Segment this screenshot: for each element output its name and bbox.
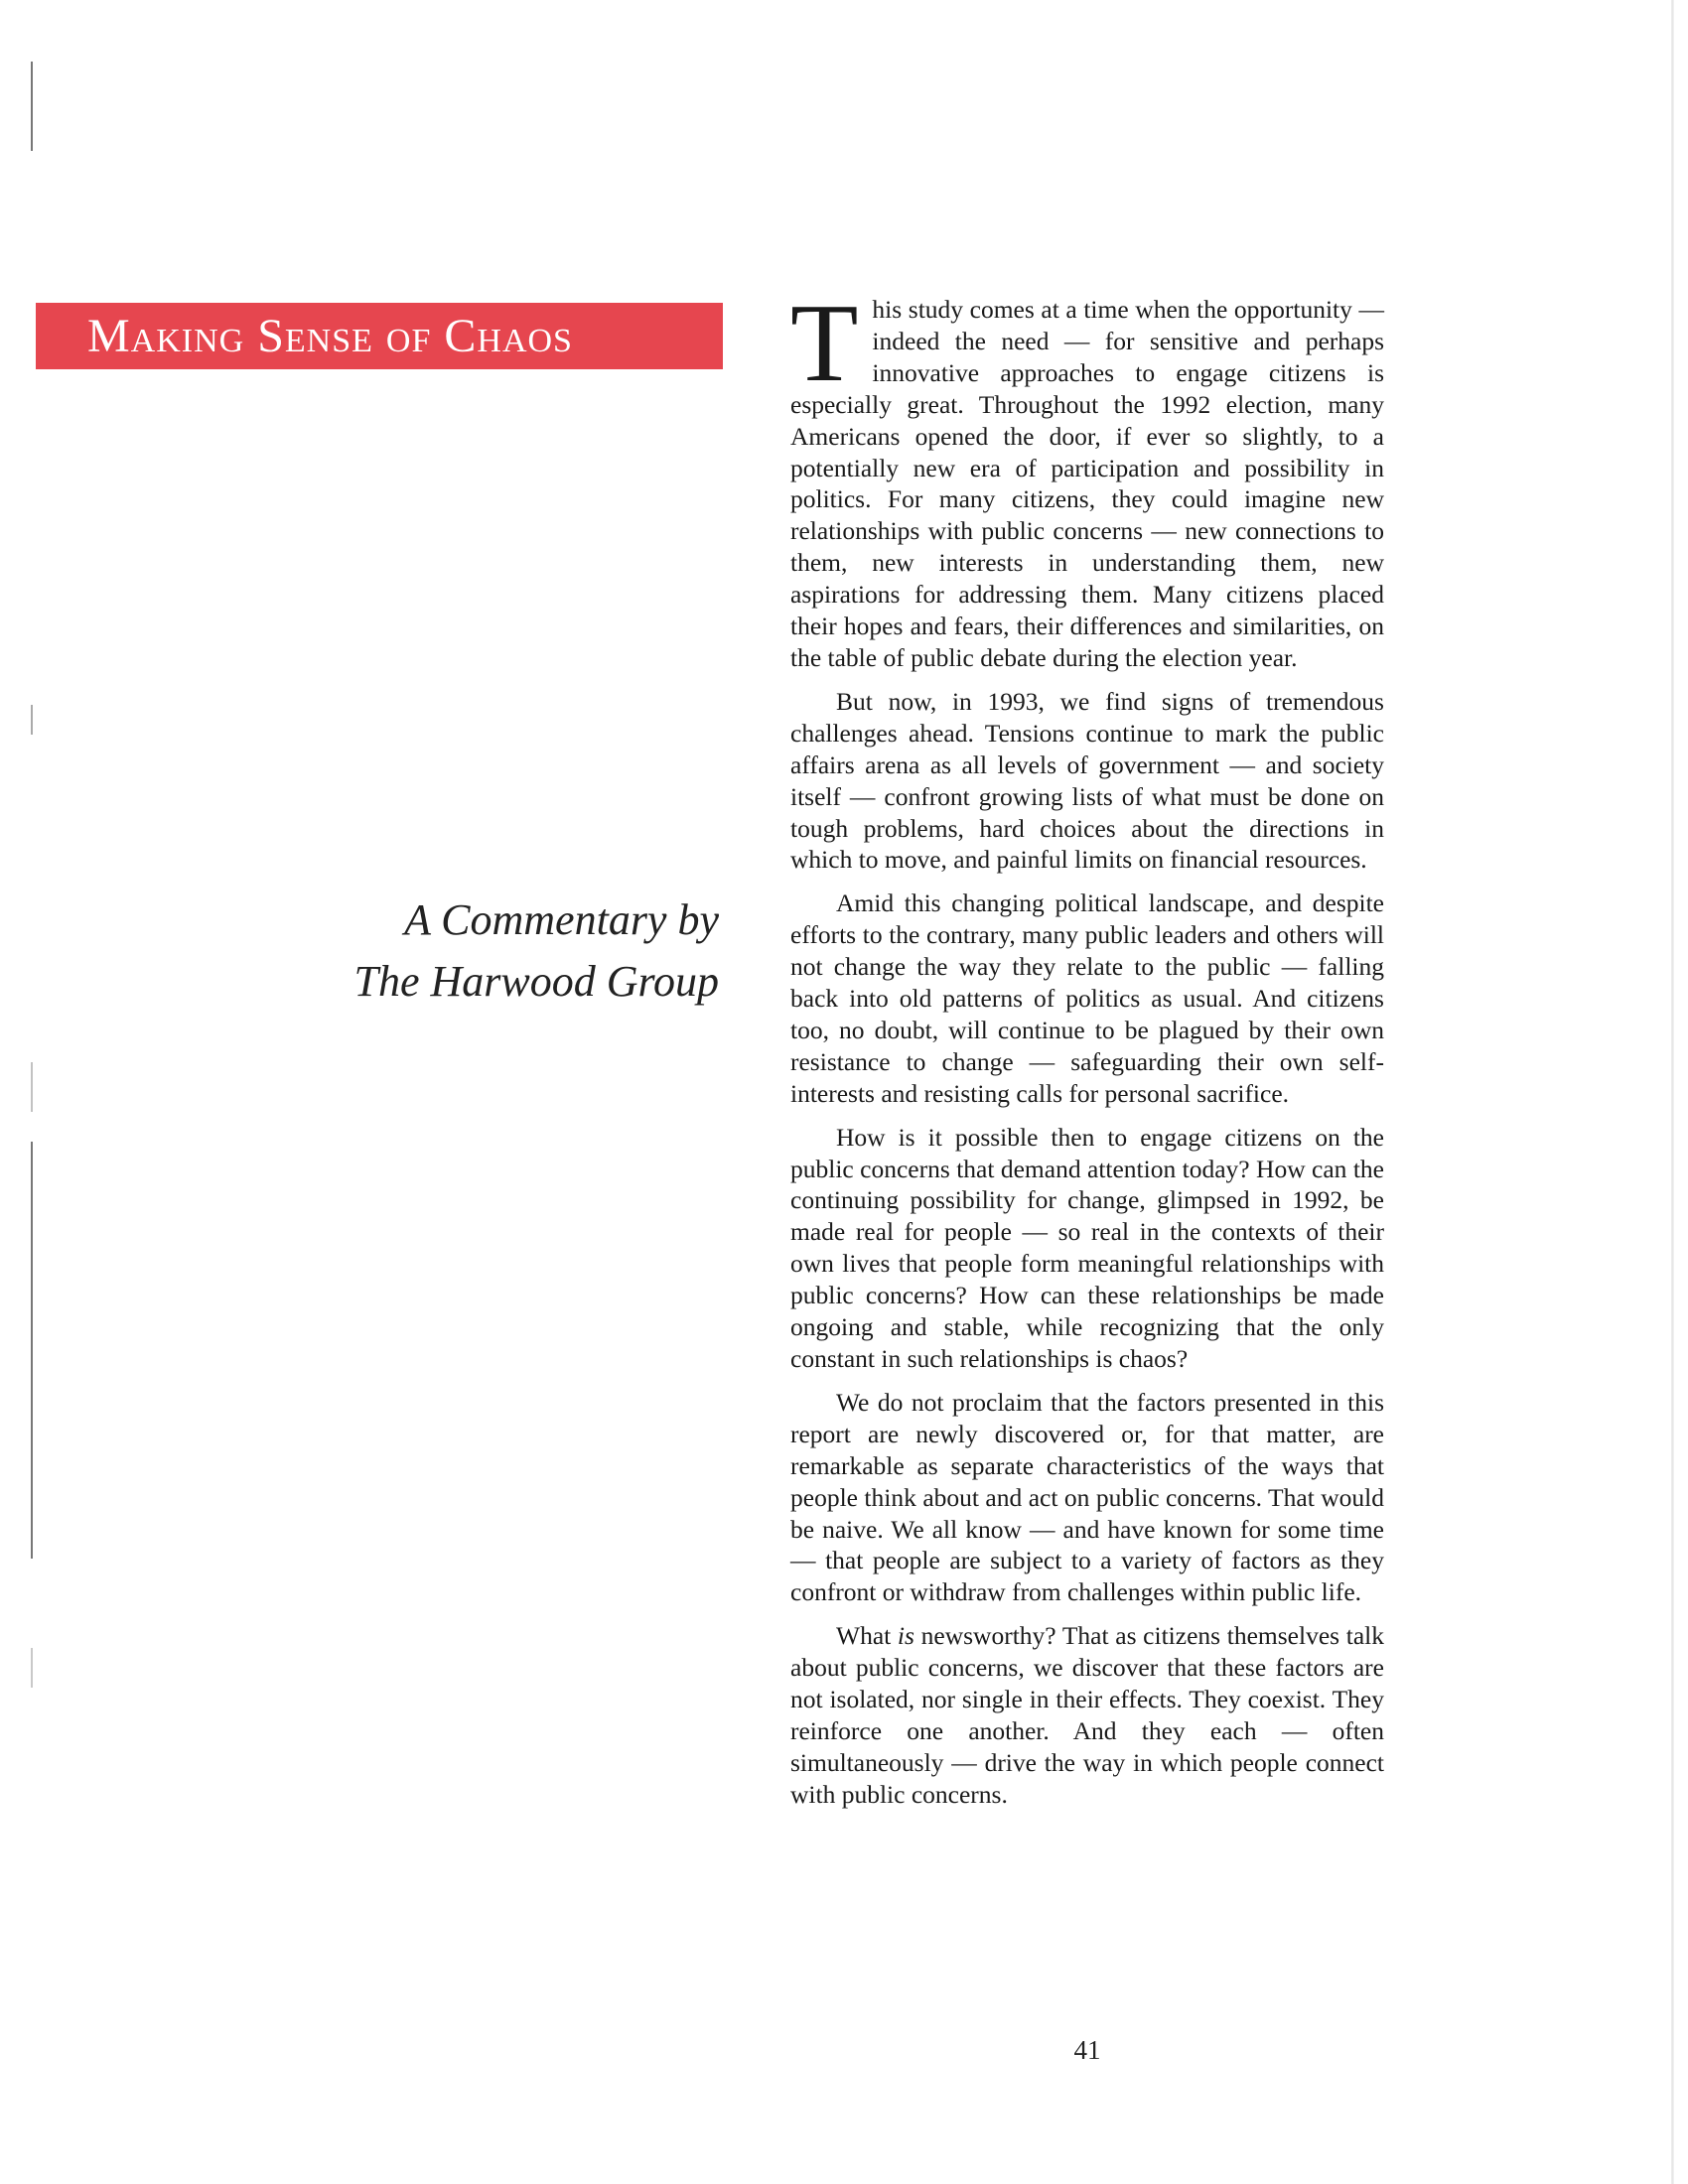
page-number: 41 [1073, 2035, 1101, 2065]
scan-mark [31, 1648, 33, 1688]
scan-mark [31, 1062, 33, 1112]
title-banner [36, 303, 723, 369]
paragraph-5: We do not proclaim that the factors presented in this report are newly discovered or, for that matter, are remarkable as separate characteristics of the ways that people think about and act on public concerns. That would be naive. We all know — and have known for some time — that people are subject to a variety of factors as they confront or withdraw from challenges within public life. [790, 1387, 1384, 1607]
byline [203, 889, 719, 1013]
article-body [790, 282, 1384, 1823]
scan-mark [31, 62, 33, 151]
paragraph-1-text: his study comes at a time when the opportunity — indeed the need — for sensitive and perhaps innovative approaches to engage citizens is especially great. Throughout the 1992 election, many Americans opened the door, if ever so slightly, to a potentially new era of participation and possibility in politics. For many citizens, they could imagine new relationships with public concerns — new connections to them, new interests in understanding them, new aspirations for addressing them. Many citizens placed their hopes and fears, their differences and similarities, on the table of public debate during the election year. [790, 295, 1384, 672]
scan-mark [31, 705, 33, 735]
paragraph-6 [790, 1620, 1384, 1810]
paragraph-4: How is it possible then to engage citizens on the public concerns that demand attention today? How can the continuing possibility for change, glimpsed in 1992, be made real for people — so real in the contexts of their own lives that people form meaningful relationships with public concerns? How can these relationships be made ongoing and stable, while recognizing that the only constant in such relationships is chaos? [790, 1122, 1384, 1373]
paragraph-6-emphasis: is [897, 1621, 914, 1651]
byline-line-1: A Commentary by [404, 895, 719, 944]
paragraph-6-start: What [836, 1621, 898, 1651]
drop-cap: T [790, 282, 859, 405]
paragraph-2: But now, in 1993, we find signs of tremendous challenges ahead. Tensions continue to mark the public affairs arena as all levels of government — and society itself — confront growing lists of what must be done on tough problems, hard choices about the directions in which to move, and painful limits on financial resources. [790, 686, 1384, 875]
paragraph-6-rest: newsworthy? That as citizens themselves talk about public concerns, we discover that these factors are not isolated, nor single in their effects. They coexist. They reinforce one another. And they each — often simultaneously — drive the way in which people connect with public concerns. [790, 1621, 1384, 1809]
paragraph-1 [790, 282, 1384, 674]
paragraph-3: Amid this changing political landscape, and despite efforts to the contrary, many public leaders and others will not change the way they relate to the public — falling back into old patterns of politics as usual. And citizens too, no doubt, will continue to be plagued by their own resistance to change — safeguarding their own self-interests and resisting calls for personal sacrifice. [790, 888, 1384, 1108]
page-edge [1671, 0, 1674, 2184]
scan-mark [31, 1142, 33, 1559]
byline-author: The Harwood Group [353, 957, 719, 1006]
page-title: Making Sense of Chaos [87, 310, 573, 362]
